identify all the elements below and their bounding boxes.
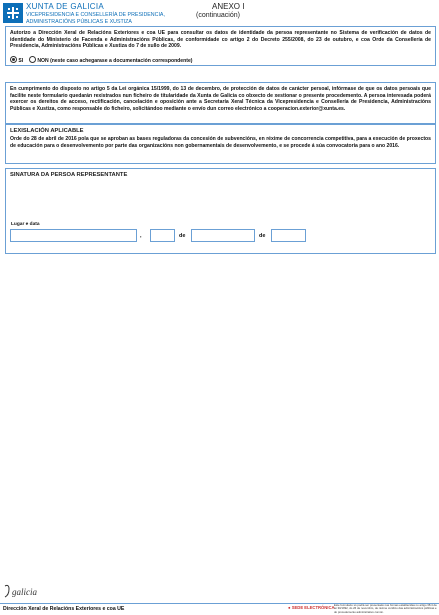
footer-note: Este formulario só podrá ser presentado nas formas establecidas no artigo 38.4 da lei 30/1992, do 26 de novembro, de réxime xurídico das administracións públicas e do procedemento administrativo común. <box>334 603 437 614</box>
legislation-box <box>5 124 436 164</box>
sede-electronica-label <box>288 605 335 610</box>
authorization-options <box>10 56 192 64</box>
radio-yes[interactable] <box>10 56 17 63</box>
place-date-label: Lugar e data <box>11 222 40 227</box>
department-name <box>26 12 165 25</box>
legislation-heading: LEXISLACIÓN APLICABLE <box>10 128 84 134</box>
de-separator-2: de <box>259 233 266 239</box>
annex-title: ANEXO I <box>212 2 245 11</box>
month-field[interactable] <box>191 229 255 242</box>
galicia-logo-icon <box>3 583 63 600</box>
de-separator-1: de <box>179 233 186 239</box>
data-protection-box <box>5 82 436 124</box>
comma-separator: , <box>140 233 142 239</box>
footer-directorate: Dirección Xeral de Relacións Exteriores e coa UE <box>3 606 125 612</box>
annex-subtitle: (continuación) <box>196 12 240 19</box>
sede-icon: ● <box>288 605 291 610</box>
data-protection-text: En cumprimento do disposto no artigo 5 da Lei orgánica 15/1999, do 13 de decembro, de protección de datos de carácter persoal, infórmase de que os datos persoais que facilite neste formulario quedarán rexistrados nun ficheiro de titularidade da Xunta de Galicia co obxecto de xestionar o presente procedemento. A persoa interesada poderá exercer os dereitos de acceso, rectificación, cancelación e oposición ante a Secretaría Xeral Técnica da Vicepresidencia e Consellería de Presidencia, Administracións Públicas e Xustiza, como responsable do ficheiro, solicitándoo mediante o envío dun correo electrónico a cooperacion.exterior@xunta.es. <box>10 86 431 112</box>
galicia-footer-logo <box>3 583 63 600</box>
svg-text:galicia: galicia <box>12 587 37 597</box>
signature-heading: SINATURA DA PERSOA REPRESENTANTE <box>10 172 128 178</box>
place-field[interactable] <box>10 229 137 242</box>
department-line-1: VICEPRESIDENCIA E CONSELLERÍA DE PRESIDENCIA, <box>26 12 165 18</box>
radio-yes-label: SI <box>18 58 24 64</box>
legislation-text: Orde do 28 de abril de 2016 pola que se aproban as bases reguladoras da concesión de subvencións, en réxime de concorrencia competitiva, para a execución de proxectos de educación para o desenvolvemento por parte das organizacións non gobernamentais de desenvolvemento, e se procede á súa convocatoria para o ano 2016. <box>10 136 431 149</box>
org-name: XUNTA DE GALICIA <box>26 2 105 11</box>
radio-no-label: NON (neste caso achegarase a documentación correspondente) <box>37 58 193 64</box>
department-line-2: ADMINISTRACIÓNS PÚBLICAS E XUSTIZA <box>26 18 132 25</box>
xunta-logo <box>3 3 23 23</box>
day-field[interactable] <box>150 229 175 242</box>
sede-text: SEDE ELECTRÓNICA <box>291 605 335 610</box>
xunta-emblem-icon <box>7 7 19 19</box>
radio-no[interactable] <box>29 56 36 63</box>
authorization-text: Autorizo a Dirección Xeral de Relacións Exteriores e coa UE para consultar os datos de identidade da persoa representante no Sistema de verificación de datos de identidade do Ministerio de Facenda e Administracións Públicas, de conformidade co artigo 2 do Decreto 255/2008, do 23 de outubro, e coa Orde da Consellería de Presidencia, Administracións Públicas e Xustiza do 7 de xullo de 2009. <box>10 30 431 49</box>
year-field[interactable] <box>271 229 306 242</box>
